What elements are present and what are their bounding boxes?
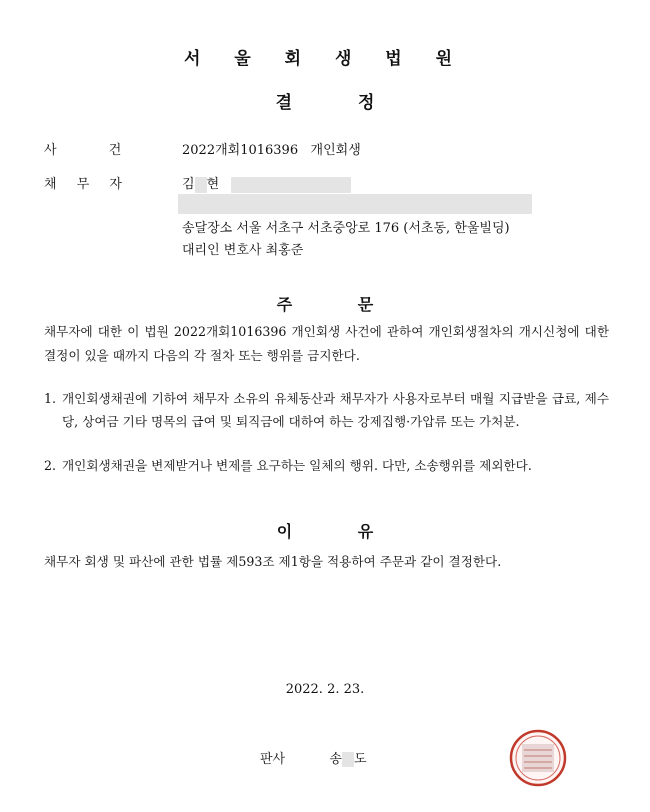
judge-name-first: 송 [329, 752, 342, 767]
debtor-name-last: 현 [206, 177, 220, 192]
decision-date: 2022. 2. 23. [285, 682, 365, 697]
redacted-id-block [231, 177, 351, 193]
redacted-name-block [195, 177, 207, 193]
judge-name-last: 도 [353, 752, 367, 767]
case-type: 개인회생 [310, 143, 361, 158]
order-title: 주 문 [276, 295, 374, 314]
order-item-number: 2. [44, 458, 57, 473]
order-item-text: 개인회생채권에 기하여 채무자 소유의 유체동산과 채무자가 사용자로부터 매월 지급받을 급료, 제수당, 상여금 기타 명목의 급여 및 퇴직금에 대하여 하는 강제집행·가압류 또는 가처분. [62, 391, 609, 429]
case-number: 2022개회1016396 [182, 143, 299, 158]
redacted-judge-name [342, 752, 354, 767]
order-intro: 채무자에 대한 이 법원 2022개회1016396 개인회생 사건에 관하여 개인회생절차의 개시신청에 대한 결정이 있을 때까지 다음의 각 절차 또는 행위를 금지한다. [44, 324, 609, 363]
case-label: 사 건 [44, 143, 122, 158]
order-item-text: 개인회생채권을 변제받거나 변제를 요구하는 일체의 행위. 다만, 소송행위를 제외한다. [62, 458, 532, 473]
order-item [44, 455, 609, 478]
judge-signature-line [260, 748, 367, 767]
debtor-name [182, 173, 351, 193]
order-item-number: 1. [44, 391, 57, 406]
service-address: 송달장소 서울 서초구 서초중앙로 176 (서초동, 한울빌딩) [182, 221, 510, 236]
order-item [44, 388, 609, 433]
reason-text: 채무자 회생 및 파산에 관한 법률 제593조 제1항을 적용하여 주문과 같이 결정한다. [44, 554, 502, 569]
document-type: 결 정 [275, 93, 375, 113]
court-name: 서 울 회 생 법 원 [183, 49, 467, 69]
representative: 대리인 변호사 최홍준 [182, 243, 304, 258]
redacted-address-block [178, 194, 532, 214]
debtor-name-first: 김 [182, 177, 195, 192]
debtor-label: 채 무 자 [44, 177, 122, 192]
case-value [182, 139, 361, 158]
judge-title: 판사 [260, 752, 286, 767]
reason-title: 이 유 [276, 522, 374, 541]
court-seal-icon [508, 728, 568, 788]
